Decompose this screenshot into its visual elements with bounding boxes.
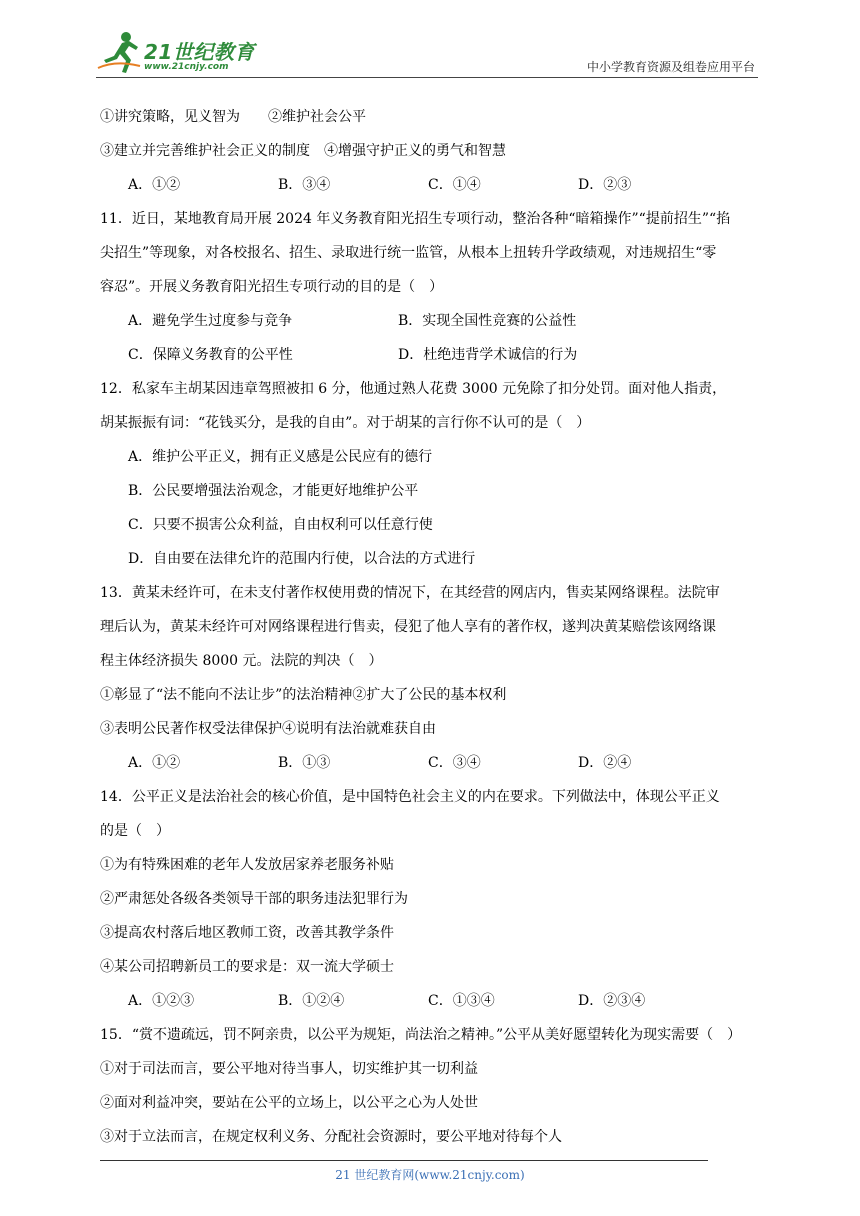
q13-statement-2: ③表明公民著作权受法律保护④说明有法治就难获自由: [100, 721, 436, 737]
q13-option-c[interactable]: C．③④: [428, 755, 481, 771]
q10-statement-2: ③建立并完善维护社会正义的制度 ④增强守护正义的勇气和智慧: [100, 143, 506, 159]
q12-stem-1: 12．私家车主胡某因违章驾照被扣 6 分，他通过熟人花费 3000 元免除了扣分处罚。面对他人指责，: [100, 381, 727, 397]
q10-option-b[interactable]: B．③④: [278, 177, 331, 193]
q11-option-c[interactable]: C．保障义务教育的公平性: [128, 347, 293, 363]
q14-option-c[interactable]: C．①③④: [428, 993, 495, 1009]
header-divider: [96, 77, 758, 78]
q11-option-d[interactable]: D．杜绝违背学术诚信的行为: [398, 347, 578, 363]
q13-option-a[interactable]: A．①②: [128, 755, 181, 771]
q11-option-b[interactable]: B．实现全国性竞赛的公益性: [398, 313, 577, 329]
q13-statement-1: ①彰显了“法不能向不法让步”的法治精神②扩大了公民的基本权利: [100, 687, 507, 703]
q13-stem-3: 程主体经济损失 8000 元。法院的判决（ ）: [100, 653, 383, 669]
q14-option-b[interactable]: B．①②④: [278, 993, 345, 1009]
page-header: [0, 0, 860, 80]
q15-statement-2: ②面对利益冲突，要站在公平的立场上，以公平之心为人处世: [100, 1095, 478, 1111]
q14-statement-2: ②严肃惩处各级各类领导干部的职务违法犯罪行为: [100, 891, 408, 907]
q15-statement-3: ③对于立法而言，在规定权利义务、分配社会资源时，要公平地对待每个人: [100, 1129, 562, 1145]
q10-option-c[interactable]: C．①④: [428, 177, 481, 193]
q10-option-a[interactable]: A．①②: [128, 177, 181, 193]
logo-url: www.21cnjy.com: [144, 62, 229, 72]
q10-options: [100, 168, 766, 202]
q15-statement-1: ①对于司法而言，要公平地对待当事人，切实维护其一切利益: [100, 1061, 478, 1077]
q14-option-a[interactable]: A．①②③: [128, 993, 195, 1009]
q13-stem-1: 13．黄某未经许可，在未支付著作权使用费的情况下，在其经营的网店内，售卖某网络课程。法院审: [100, 585, 720, 601]
q12-option-d[interactable]: D．自由要在法律允许的范围内行使，以合法的方式进行: [128, 551, 476, 567]
q14-statement-1: ①为有特殊困难的老年人发放居家养老服务补贴: [100, 857, 394, 873]
q11-stem-3: 容忍”。开展义务教育阳光招生专项行动的目的是（ ）: [100, 279, 444, 295]
q14-stem-1: 14．公平正义是法治社会的核心价值，是中国特色社会主义的内在要求。下列做法中，体现公平正义: [100, 789, 720, 805]
q14-option-d[interactable]: D．②③④: [578, 993, 646, 1009]
q10-statement-1: ①讲究策略，见义智为 ②维护社会公平: [100, 109, 366, 125]
q10-option-d[interactable]: D．②③: [578, 177, 632, 193]
question-content: [100, 100, 766, 1154]
q15-stem-1: 15．“赏不遗疏远，罚不阿亲贵，以公平为规矩，尚法治之精神。”公平从美好愿望转化为现实需要（ ）: [100, 1027, 742, 1043]
footer-link[interactable]: 21 世纪教育网(www.21cnjy.com): [335, 1168, 525, 1182]
q13-option-b[interactable]: B．①③: [278, 755, 331, 771]
q11-option-a[interactable]: A．避免学生过度参与竞争: [128, 313, 293, 329]
footer-divider: [100, 1160, 708, 1161]
site-logo[interactable]: [96, 30, 266, 80]
q14-statement-4: ④某公司招聘新员工的要求是：双一流大学硕士: [100, 959, 394, 975]
q12-option-b[interactable]: B．公民要增强法治观念，才能更好地维护公平: [128, 483, 419, 499]
q11-stem-2: 尖招生”等现象，对各校报名、招生、录取进行统一监管，从根本上扭转升学政绩观，对违规招生“零: [100, 245, 717, 261]
header-tagline: 中小学教育资源及组卷应用平台: [586, 60, 755, 74]
logo-text: 21世纪教育: [144, 40, 255, 64]
q12-stem-2: 胡某振振有词：“花钱买分，是我的自由”。对于胡某的言行你不认可的是（ ）: [100, 415, 591, 431]
q13-stem-2: 理后认为，黄某未经许可对网络课程进行售卖，侵犯了他人享有的著作权，遂判决黄某赔偿该网络课: [100, 619, 716, 635]
q11-stem-1: 11．近日，某地教育局开展 2024 年义务教育阳光招生专项行动，整治各种“暗箱操作”“提前招生”“掐: [100, 211, 731, 227]
q11-options-row-1: [100, 304, 766, 338]
q14-stem-2: 的是（ ）: [100, 823, 170, 839]
q13-option-d[interactable]: D．②④: [578, 755, 632, 771]
q14-statement-3: ③提高农村落后地区教师工资，改善其教学条件: [100, 925, 394, 941]
q13-options: [100, 746, 766, 780]
q14-options: [100, 984, 766, 1018]
runner-logo-icon: [96, 30, 142, 74]
q12-option-a[interactable]: A．维护公平正义，拥有正义感是公民应有的德行: [128, 449, 433, 465]
q11-options-row-2: [100, 338, 766, 372]
q12-option-c[interactable]: C．只要不损害公众利益，自由权利可以任意行使: [128, 517, 433, 533]
